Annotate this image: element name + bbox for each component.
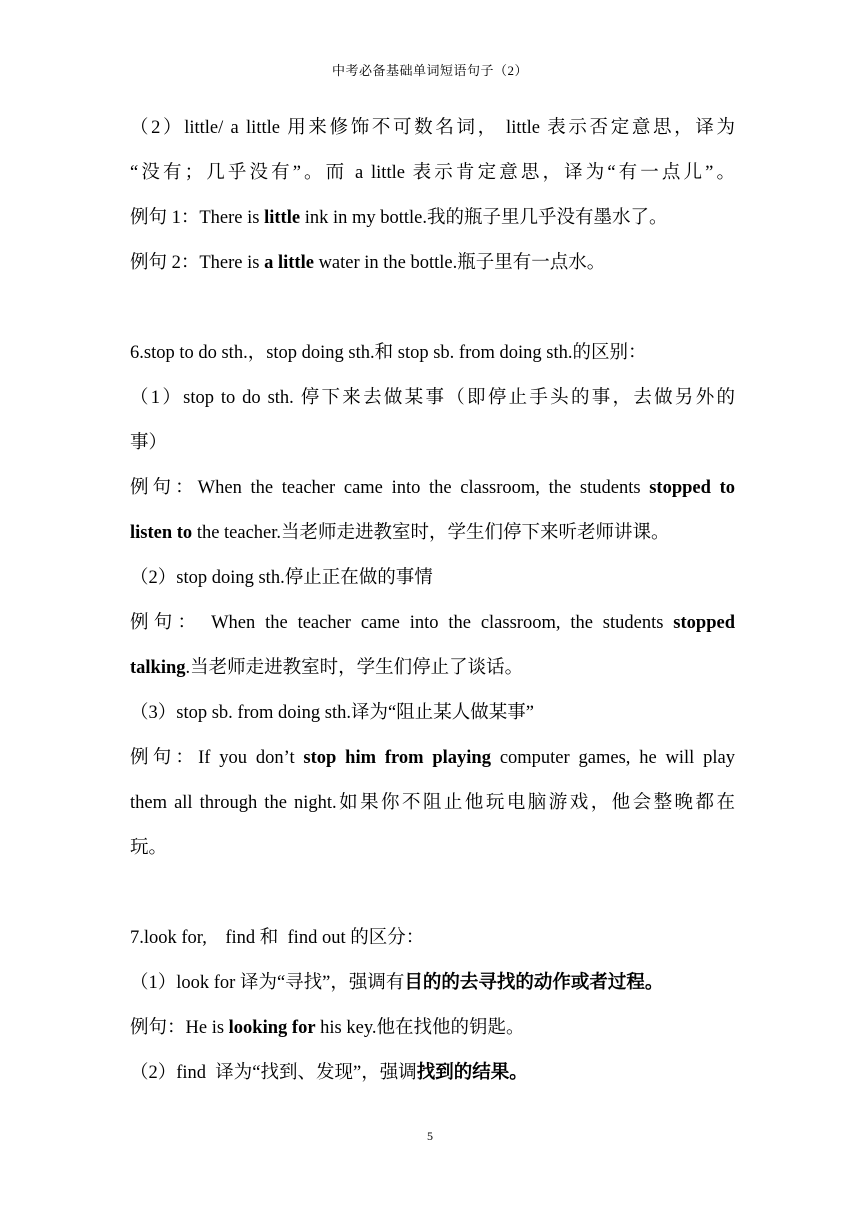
section6-example2-line2: talking.当老师走进教室时，学生们停止了谈话。 [130, 658, 524, 678]
little-example-2: 例句 2：There is a little water in the bottle.瓶子里有一点水。 [130, 253, 606, 273]
section6-example1-line2: listen to the teacher.当老师走进教室时，学生们停下来听老师讲课。 [130, 523, 670, 543]
section6-example3-line2: them all through the night.如果你不阻止他玩电脑游戏，他会整晚都在 [130, 793, 735, 813]
section6-example2-line1: 例句： When the teacher came into the classroom, the students stopped [130, 613, 735, 633]
section6-item1-line1: （1）stop to do sth. 停下来去做某事（即停止手头的事，去做另外的 [130, 388, 735, 408]
section7-example1: 例句：He is looking for his key.他在找他的钥匙。 [130, 1018, 525, 1038]
little-explanation-line1: （2）little/ a little 用来修饰不可数名词， little 表示否定意思，译为 [130, 118, 735, 138]
page-number: 5 [427, 1129, 433, 1143]
section7-title: 7.look for, find 和 find out 的区分： [130, 928, 425, 948]
section7-item2: （2）find 译为“找到、发现”，强调找到的结果。 [130, 1063, 528, 1083]
section7-item1: （1）look for 译为“寻找”，强调有目的的去寻找的动作或者过程。 [130, 973, 664, 993]
section6-example3-line3: 玩。 [130, 838, 168, 858]
section6-example3-line1: 例句：If you don’t stop him from playing computer games, he will play [130, 748, 736, 768]
little-explanation-line2: “没有；几乎没有”。而 a little 表示肯定意思，译为“有一点儿”。 [130, 163, 735, 183]
section6-item1-line2: 事） [130, 433, 168, 453]
page-header: 中考必备基础单词短语句子（2） [331, 63, 528, 78]
little-example-1: 例句 1：There is little ink in my bottle.我的瓶子里几乎没有墨水了。 [130, 208, 668, 228]
section6-title: 6.stop to do sth.，stop doing sth.和 stop sb. from doing sth.的区别： [130, 343, 647, 363]
section6-example1-line1: 例句：When the teacher came into the classroom, the students stopped to [130, 478, 735, 498]
section6-item3: （3）stop sb. from doing sth.译为“阻止某人做某事” [130, 703, 534, 723]
section6-item2: （2）stop doing sth.停止正在做的事情 [130, 568, 433, 588]
